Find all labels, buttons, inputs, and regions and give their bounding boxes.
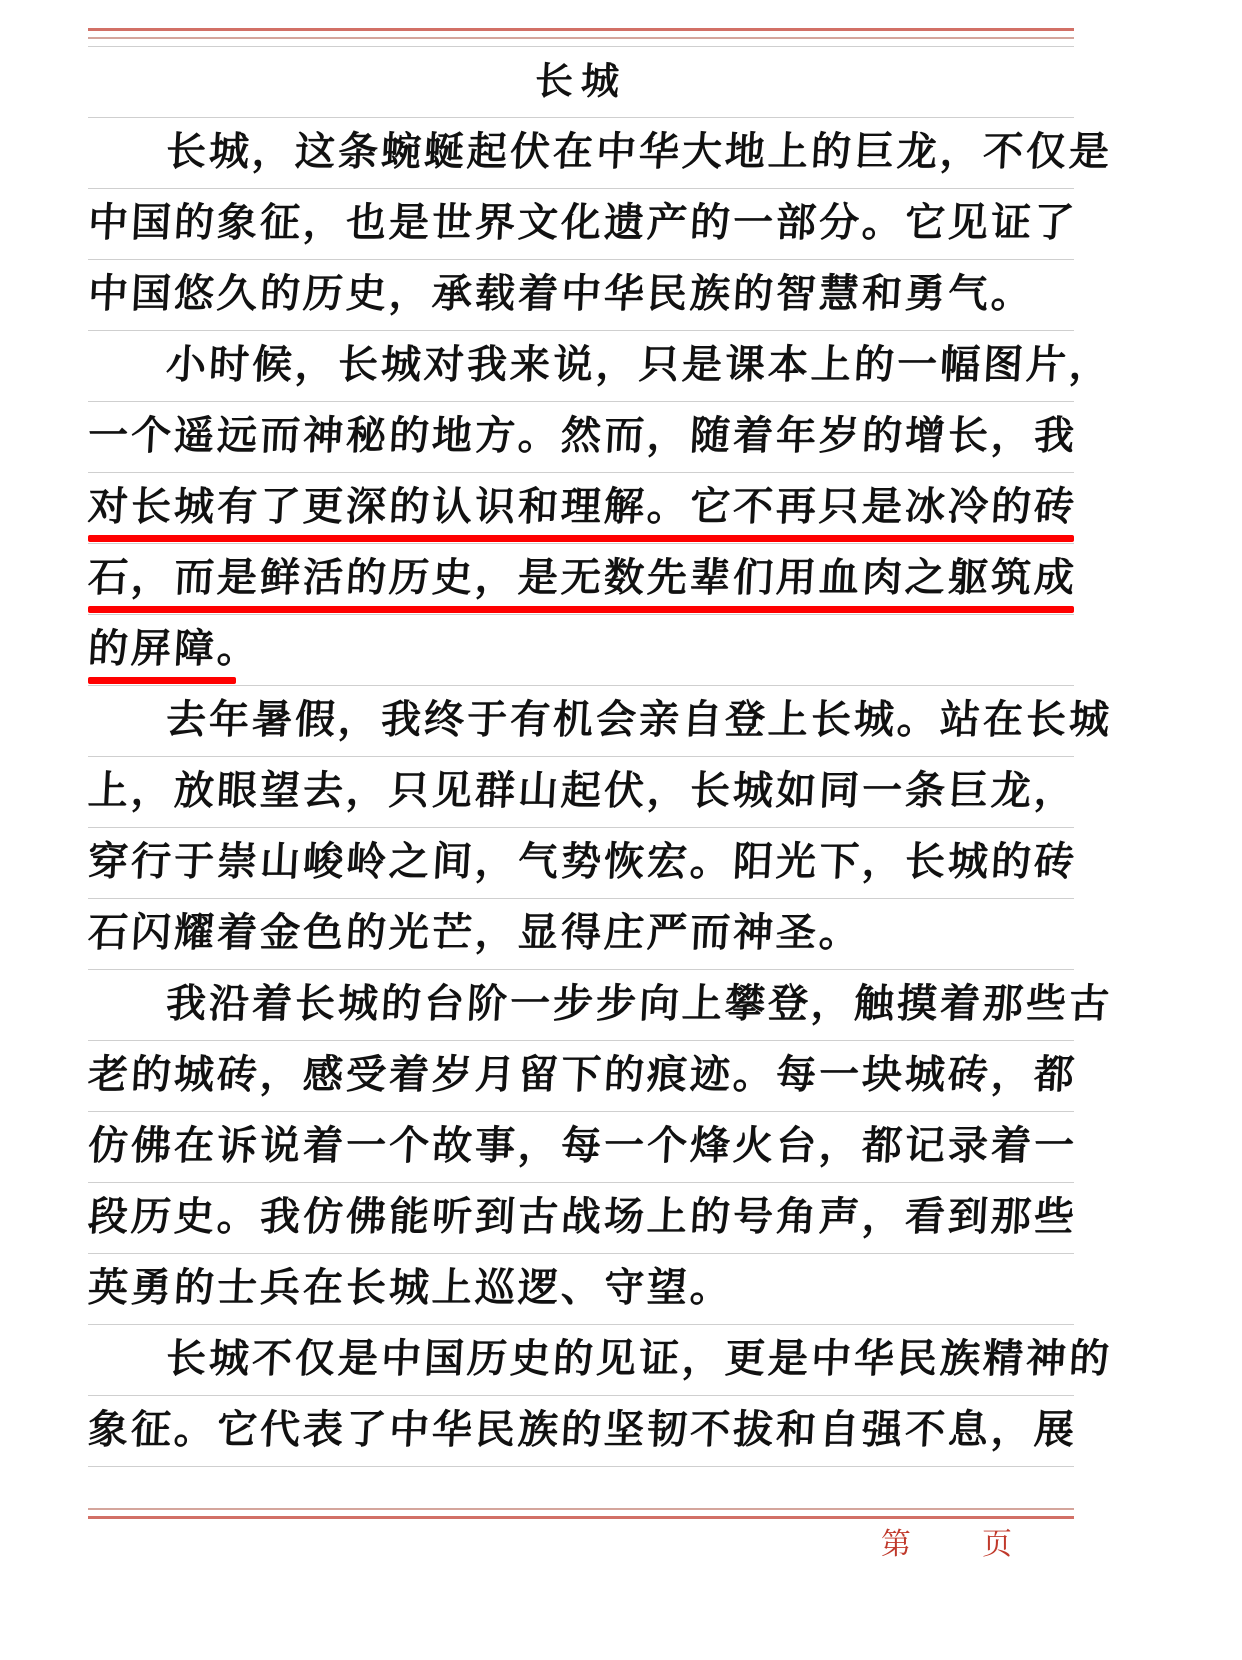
- text-line-content: 去年暑假，我终于有机会亲自登上长城。站在长城: [164, 697, 1114, 743]
- bottom-border-rule-outer: [88, 1516, 1074, 1519]
- text-line-content: 石，而是鲜活的历史，是无数先辈们用血肉之躯筑成: [86, 555, 1079, 601]
- text-line-content: 段历史。我仿佛能听到古战场上的号角声，看到那些: [86, 1194, 1079, 1240]
- text-line: [86, 1111, 1079, 1182]
- top-border-rule-inner: [88, 37, 1074, 39]
- text-line: [86, 1395, 1079, 1466]
- text-line-content: 我沿着长城的台阶一步步向上攀登，触摸着那些古: [164, 981, 1114, 1027]
- text-line-content: 仿佛在诉说着一个故事，每一个烽火台，都记录着一: [86, 1123, 1079, 1169]
- text-line-content: 中国的象征，也是世界文化遗产的一部分。它见证了: [86, 200, 1079, 246]
- text-line: [88, 330, 1152, 401]
- text-line: [86, 188, 1079, 259]
- text-line: [86, 1182, 1079, 1253]
- page-footer: [88, 1522, 1074, 1568]
- text-line: [88, 259, 1074, 330]
- text-line-content: 老的城砖，感受着岁月留下的痕迹。每一块城砖，都: [86, 1052, 1079, 1098]
- text-line-content: 象征。它代表了中华民族的坚韧不拔和自强不息，展: [86, 1407, 1079, 1453]
- bottom-border-rule-inner: [88, 1508, 1074, 1510]
- text-line: [88, 614, 1074, 685]
- text-line: [86, 472, 1079, 543]
- text-line: [86, 543, 1079, 614]
- text-line-content: 对长城有了更深的认识和理解。它不再只是冰冷的砖: [86, 484, 1079, 530]
- ruled-sheet: [86, 28, 1114, 1568]
- text-line: [88, 117, 1152, 188]
- text-line: [88, 685, 1152, 756]
- text-line: [86, 401, 1079, 472]
- text-line: [88, 1324, 1152, 1395]
- text-line-content: 上，放眼望去，只见群山起伏，长城如同一条巨龙，: [86, 768, 1079, 814]
- text-line-content: 长城，这条蜿蜒起伏在中华大地上的巨龙，不仅是: [164, 129, 1114, 175]
- text-line: [88, 969, 1152, 1040]
- highlight-underline: [88, 677, 236, 684]
- text-line-content: 中国悠久的历史，承载着中华民族的智慧和勇气。: [86, 271, 1036, 317]
- text-line: [86, 1040, 1079, 1111]
- ruled-line: [88, 1466, 1074, 1467]
- top-border-rule-outer: [88, 28, 1074, 31]
- text-line-content: 一个遥远而神秘的地方。然而，随着年岁的增长，我: [86, 413, 1079, 459]
- text-line: [86, 756, 1079, 827]
- text-line: [88, 898, 1074, 969]
- page-title: 长城: [533, 59, 629, 103]
- highlight-underline: [88, 535, 1074, 542]
- text-line-content: 长城不仅是中国历史的见证，更是中华民族精神的: [164, 1336, 1114, 1382]
- footer-suffix-label: 页: [982, 1527, 1014, 1562]
- text-line-content: 石闪耀着金色的光芒，显得庄严而神圣。: [86, 910, 864, 956]
- footer-prefix-label: 第: [880, 1527, 913, 1562]
- text-line-content: 小时候，长城对我来说，只是课本上的一幅图片，: [164, 342, 1114, 388]
- text-line: [86, 827, 1079, 898]
- text-line: [88, 1253, 1074, 1324]
- text-line-content: 的屏障。: [86, 626, 262, 672]
- highlight-underline: [88, 606, 1074, 613]
- text-line-content: 英勇的士兵在长城上巡逻、守望。: [86, 1265, 735, 1311]
- text-line-content: 穿行于崇山峻岭之间，气势恢宏。阳光下，长城的砖: [86, 839, 1079, 885]
